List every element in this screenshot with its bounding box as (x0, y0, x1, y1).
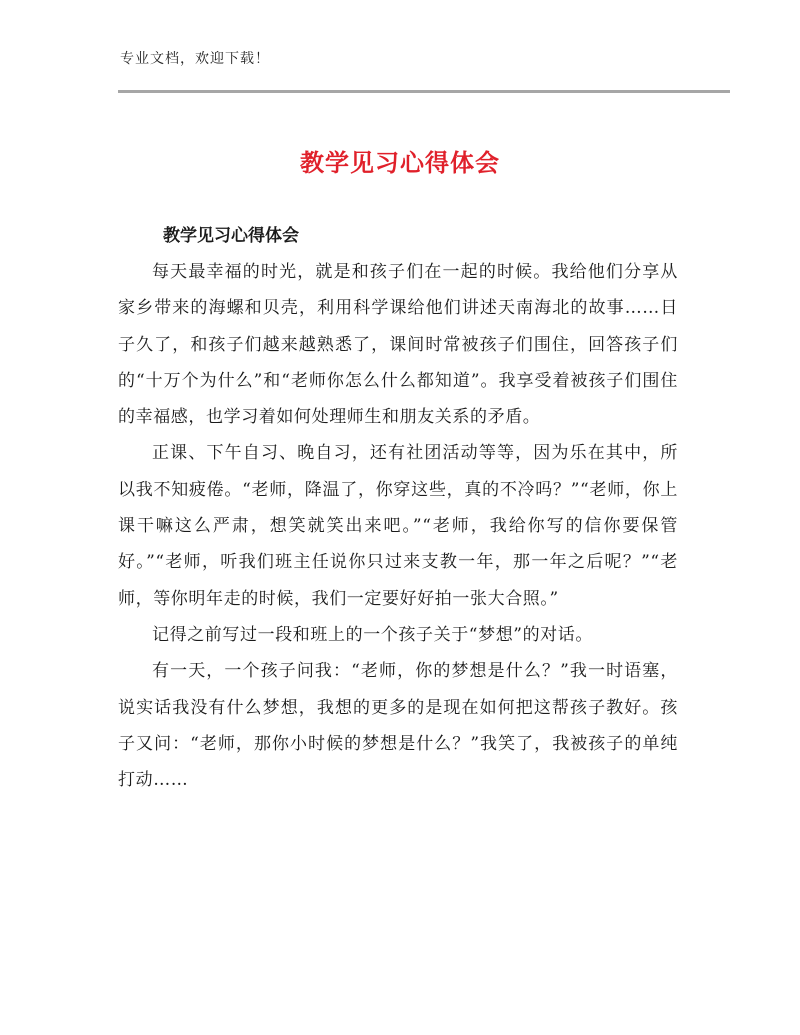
document-title: 教学见习心得体会 (300, 149, 500, 177)
paragraph: 每天最幸福的时光，就是和孩子们在一起的时候。我给他们分享从家乡带来的海螺和贝壳，利用科学课给他们讲述天南海北的故事……日子久了，和孩子们越来越熟悉了，课间时常被孩子们围住，回答孩子们的“十万个为什么”和“老师你怎么什么都知道”。我享受着被孩子们围住的幸福感，也学习着如何处理师生和朋友关系的矛盾。 (118, 262, 678, 428)
page-header: 专业文档，欢迎下载！ (120, 51, 270, 67)
document-body (118, 254, 678, 798)
paragraph: 正课、下午自习、晚自习，还有社团活动等等，因为乐在其中，所以我不知疲倦。“老师，降温了，你穿这些，真的不冷吗？”“老师，你上课干嘛这么严肃，想笑就笑出来吧。”“老师，我给你写的信你要保管好。”“老师，听我们班主任说你只过来支教一年，那一年之后呢？”“老师，等你明年走的时候，我们一定要好好拍一张大合照。” (118, 443, 678, 609)
document-subtitle: 教学见习心得体会 (163, 226, 299, 246)
paragraph: 有一天，一个孩子问我：“老师，你的梦想是什么？”我一时语塞，说实话我没有什么梦想，我想的更多的是现在如何把这帮孩子教好。孩子又问：“老师，那你小时候的梦想是什么？”我笑了，我被孩子的单纯打动…… (118, 661, 678, 791)
header-divider (118, 90, 730, 93)
paragraph: 记得之前写过一段和班上的一个孩子关于“梦想”的对话。 (152, 624, 593, 645)
